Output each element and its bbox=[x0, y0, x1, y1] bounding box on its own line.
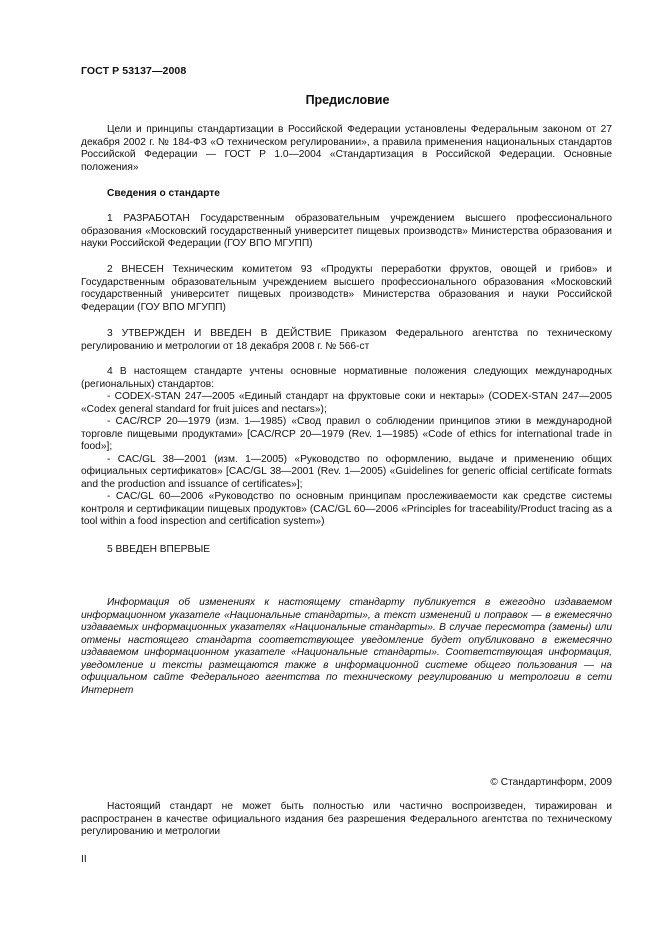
item-first-introduced: 5 ВВЕДЕН ВПЕРВЫЕ bbox=[107, 544, 211, 555]
item-submitted: 2 ВНЕСЕН Техническим комитетом 93 «Продукты переработки фруктов, овощей и грибов» и Государственным образовательным учреждением высшего профессионального образования «Московский государственный университет пищевых производств» Министерства образования и науки Российской Федерации (ГОУ ВПО МГУПП) bbox=[81, 264, 612, 313]
change-notice: Информация об изменениях к настоящему стандарту публикуется в ежегодно издаваемом информационном указателе «Национальные стандарты», а текст изменений и поправок — в ежемесячно издаваемых информационных указателях «Национальные стандарты». В случае пересмотра (замены) или отмены настоящего стандарта соответствующее уведомление будет опубликовано в ежемесячно издаваемом информационном указателе «Национальные стандарты». Соответствующая информация, уведомление и тексты размещаются также в информационной системе общего пользования — на официальном сайте Федерального агентства по техническому регулированию и метрологии в сети Интернет bbox=[81, 597, 612, 696]
reference-item: - CAC/RCP 20—1979 (изм. 1—1985) «Свод правил о соблюдении принципов этики в международной торговле пищевыми продуктами» [CAC/RCP 20—1979 (Rev. 1—1985) «Code of ethics for international trade in food»]; bbox=[81, 416, 612, 452]
item-developed: 1 РАЗРАБОТАН Государственным образовательным учреждением высшего профессионального образования «Московский государственный университет пищевых производств» Министерства образования и науки Российской Федерации (ГОУ ВПО МГУПП) bbox=[81, 213, 612, 249]
info-heading: Сведения о стандарте bbox=[107, 188, 220, 199]
item-standards-list bbox=[81, 366, 612, 529]
intro-paragraph: Цели и принципы стандартизации в Российской Федерации установлены Федеральным законом от 27 декабря 2002 г. № 184-ФЗ «О техническом регулировании», а правила применения национальных стандартов Российской Федерации — ГОСТ Р 1.0—2004 «Стандартизация в Российской Федерации. Основные положения» bbox=[81, 124, 612, 173]
copyright: © Стандартинформ, 2009 bbox=[490, 777, 612, 788]
reproduction-notice: Настоящий стандарт не может быть полностью или частично воспроизведен, тиражирован и распространен в качестве официального издания без разрешения Федерального агентства по техническому регулированию и метрологии bbox=[81, 801, 612, 837]
reference-item: - CAC/GL 38—2001 (изм. 1—2005) «Руководство по оформлению, выдаче и применению общих официальных сертификатов» [CAC/GL 38—2001 (Rev. 1—2005) «Guidelines for generic official certificate formats and the production and issuance of certificates»]; bbox=[81, 453, 612, 490]
reference-item: - CODEX-STAN 247—2005 «Единый стандарт на фруктовые соки и нектары» (CODEX-STAN 247—2005 «Codex general standard for fruit juices and nectars»); bbox=[81, 391, 612, 415]
page-title-text: Предисловие bbox=[305, 93, 390, 107]
item-standards-intro: 4 В настоящем стандарте учтены основные нормативные положения следующих международных (региональных) стандартов: bbox=[81, 366, 612, 390]
reference-item: - CAC/GL 60—2006 «Руководство по основным принципам прослеживаемости как средстве системы контроля и сертификации пищевых продуктов» (CAC/GL 60—2006 «Principles for traceability/Product tracing as a tool within a food inspection and certification system») bbox=[81, 491, 612, 527]
item-approved: 3 УТВЕРЖДЕН И ВВЕДЕН В ДЕЙСТВИЕ Приказом Федерального агентства по техническому регулированию и метрологии от 18 декабря 2008 г. № 566-ст bbox=[81, 328, 612, 352]
page-number-text: II bbox=[81, 854, 87, 865]
page-title bbox=[0, 93, 661, 107]
standard-code: ГОСТ Р 53137—2008 bbox=[81, 65, 187, 77]
